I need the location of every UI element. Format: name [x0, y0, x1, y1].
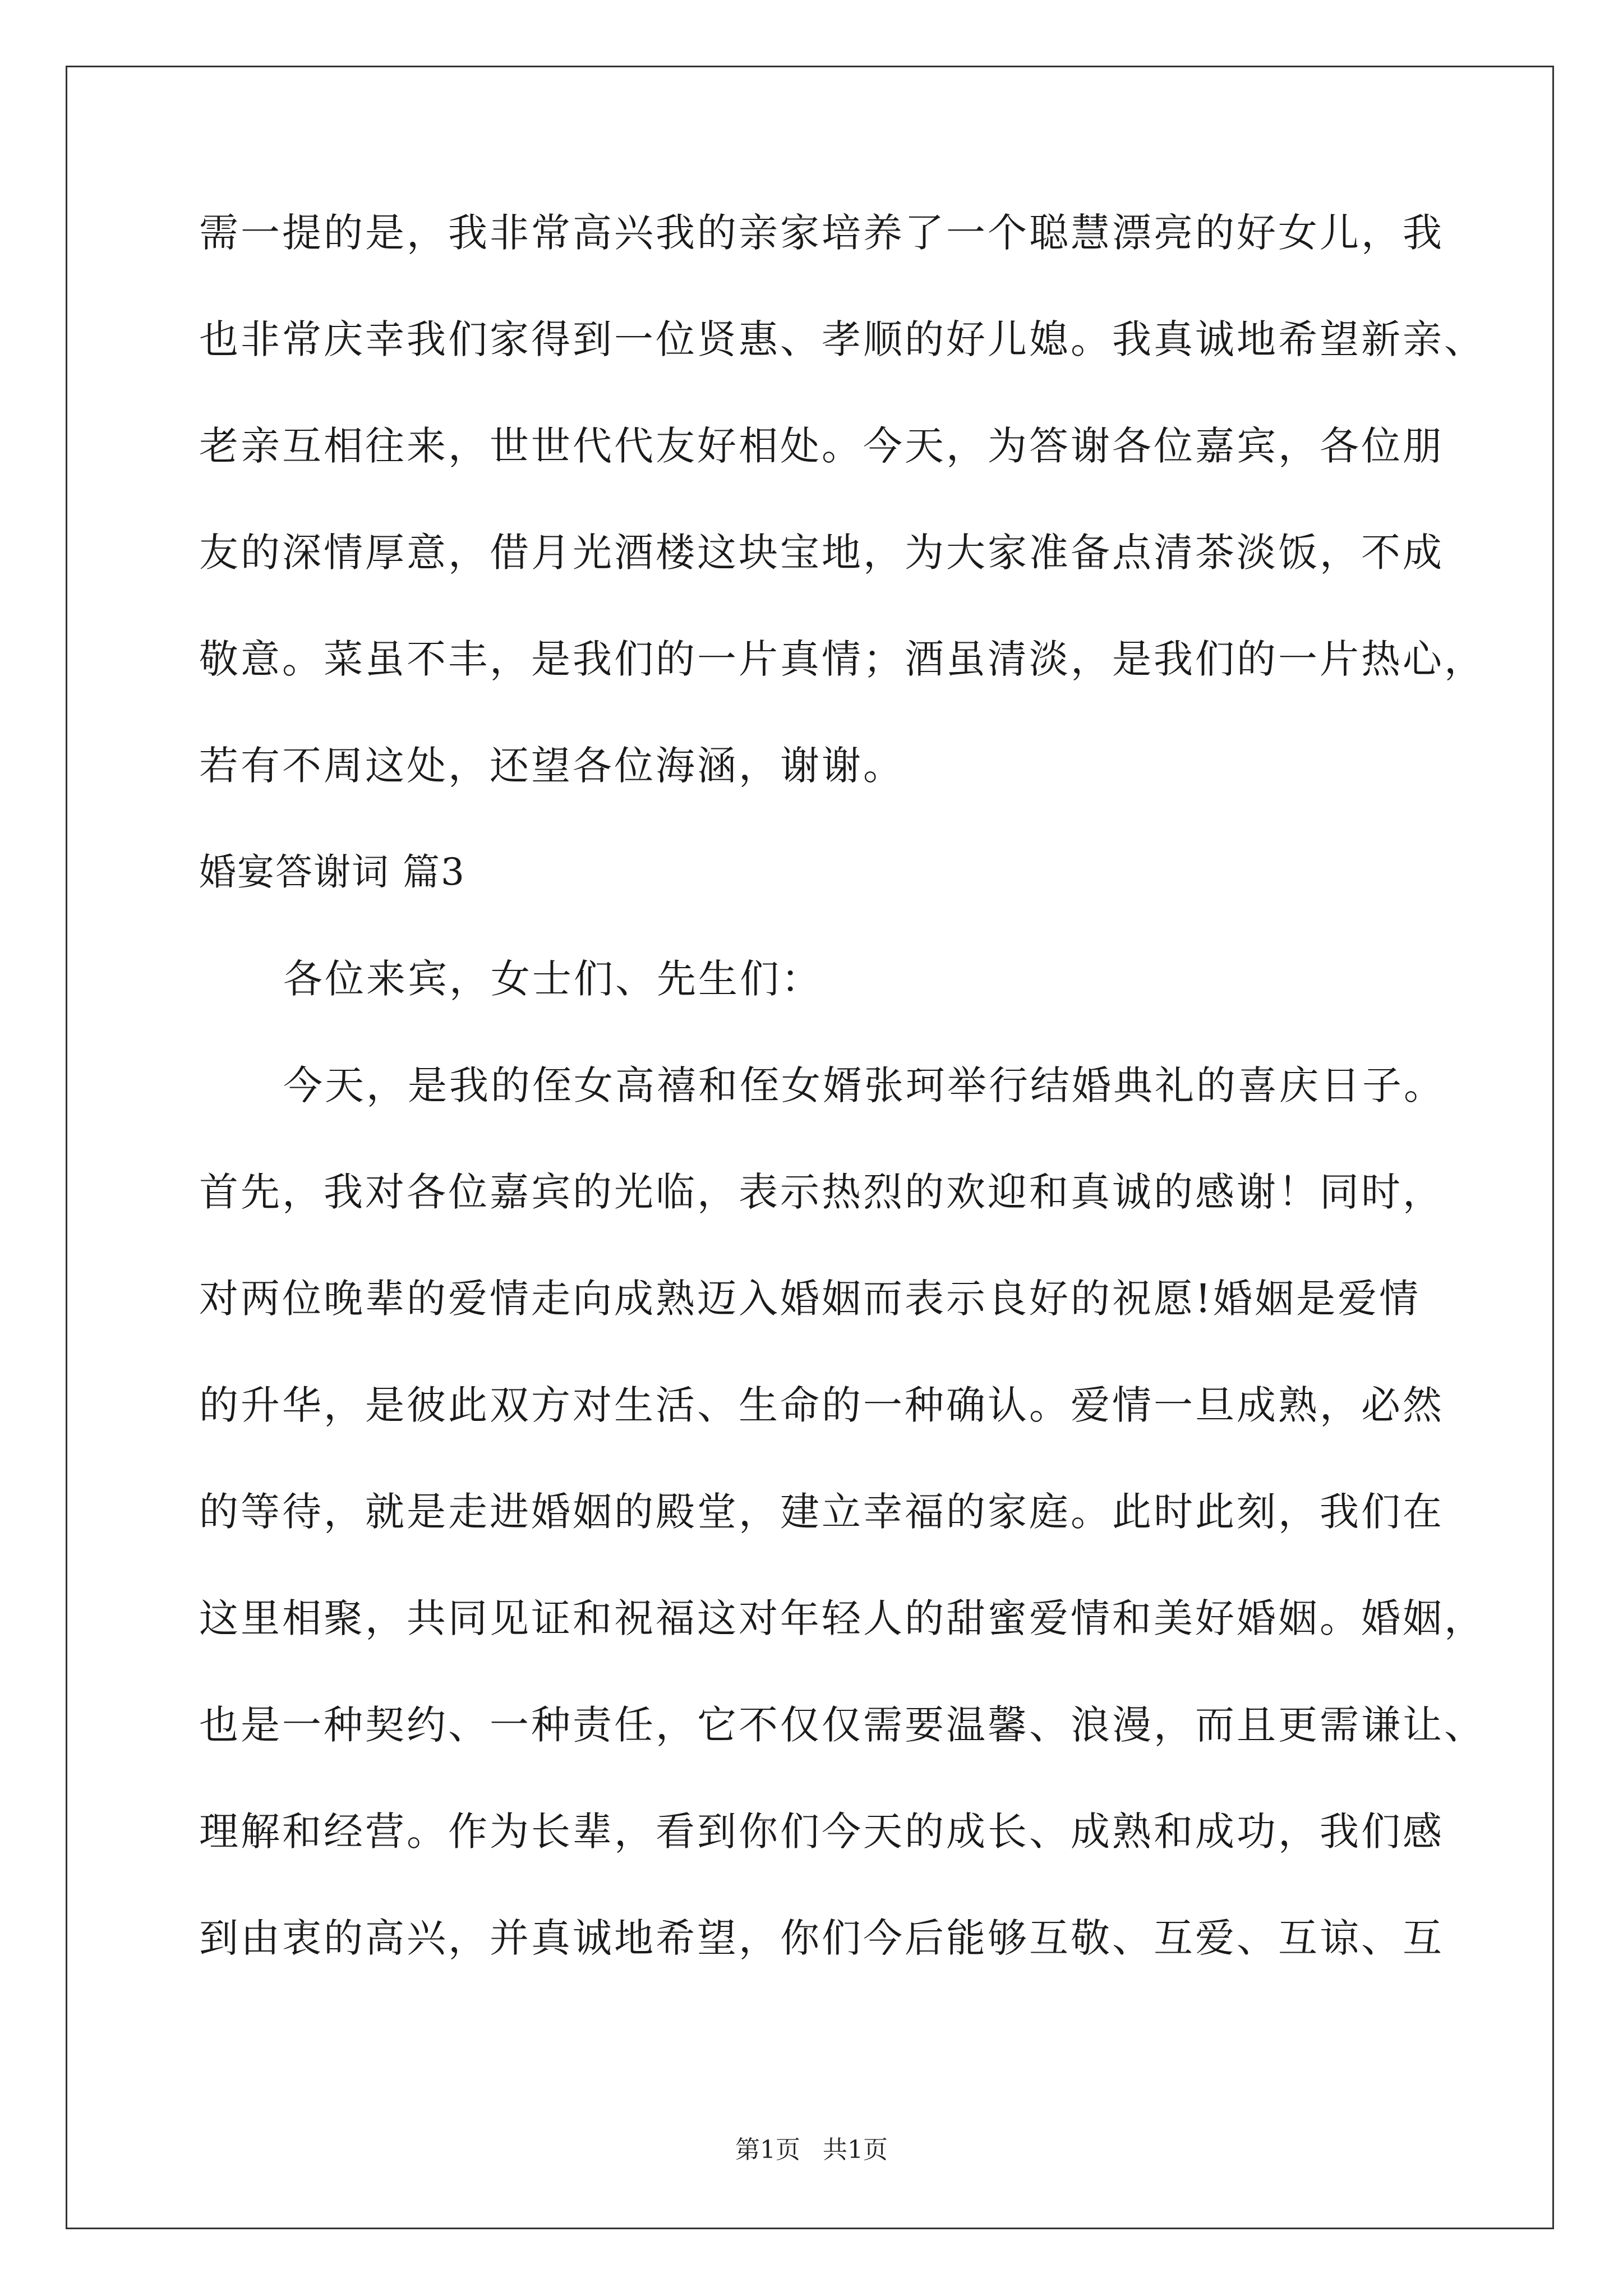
section-heading: 婚宴答谢词 篇3 — [199, 850, 465, 894]
text-line: 对两位晚辈的爱情走向成熟迈入婚姻而表示良好的祝愿!婚姻是爱情 — [199, 1276, 1421, 1322]
text-line: 理解和经营。作为长辈，看到你们今天的成长、成熟和成功，我们感 — [199, 1809, 1444, 1855]
page-total: 共1页 — [823, 2136, 888, 2164]
text-line: 需一提的是，我非常高兴我的亲家培养了一个聪慧漂亮的好女儿，我 — [199, 210, 1444, 256]
text-line: 的升华，是彼此双方对生活、生命的一种确认。爱情一旦成熟，必然 — [199, 1382, 1444, 1428]
page-number: 第1页 — [735, 2136, 800, 2164]
text-line: 老亲互相往来，世世代代友好相处。今天，为答谢各位嘉宾，各位朋 — [199, 423, 1444, 469]
document-body — [199, 210, 1486, 2025]
text-line: 友的深情厚意，借月光酒楼这块宝地，为大家准备点清茶淡饭，不成 — [199, 530, 1444, 576]
salutation: 各位来宾，女士们、先生们： — [283, 956, 823, 1002]
text-line: 也非常庆幸我们家得到一位贤惠、孝顺的好儿媳。我真诚地希望新亲、 — [199, 316, 1486, 362]
text-line: 首先，我对各位嘉宾的光临，表示热烈的欢迎和真诚的感谢！同时， — [199, 1169, 1444, 1215]
text-line: 的等待，就是走进婚姻的殿堂，建立幸福的家庭。此时此刻，我们在 — [199, 1489, 1444, 1535]
text-line: 今天，是我的侄女高禧和侄女婿张珂举行结婚典礼的喜庆日子。 — [283, 1062, 1445, 1108]
page-footer — [0, 2136, 1623, 2164]
text-line: 这里相聚，共同见证和祝福这对年轻人的甜蜜爱情和美好婚姻。婚姻， — [199, 1595, 1486, 1641]
text-line: 也是一种契约、一种责任，它不仅仅需要温馨、浪漫，而且更需谦让、 — [199, 1702, 1486, 1748]
text-line: 敬意。菜虽不丰，是我们的一片真情；酒虽清淡，是我们的一片热心， — [199, 636, 1486, 682]
text-line: 到由衷的高兴，并真诚地希望，你们今后能够互敬、互爱、互谅、互 — [199, 1915, 1444, 1961]
text-line: 若有不周这处，还望各位海涵，谢谢。 — [199, 743, 905, 789]
